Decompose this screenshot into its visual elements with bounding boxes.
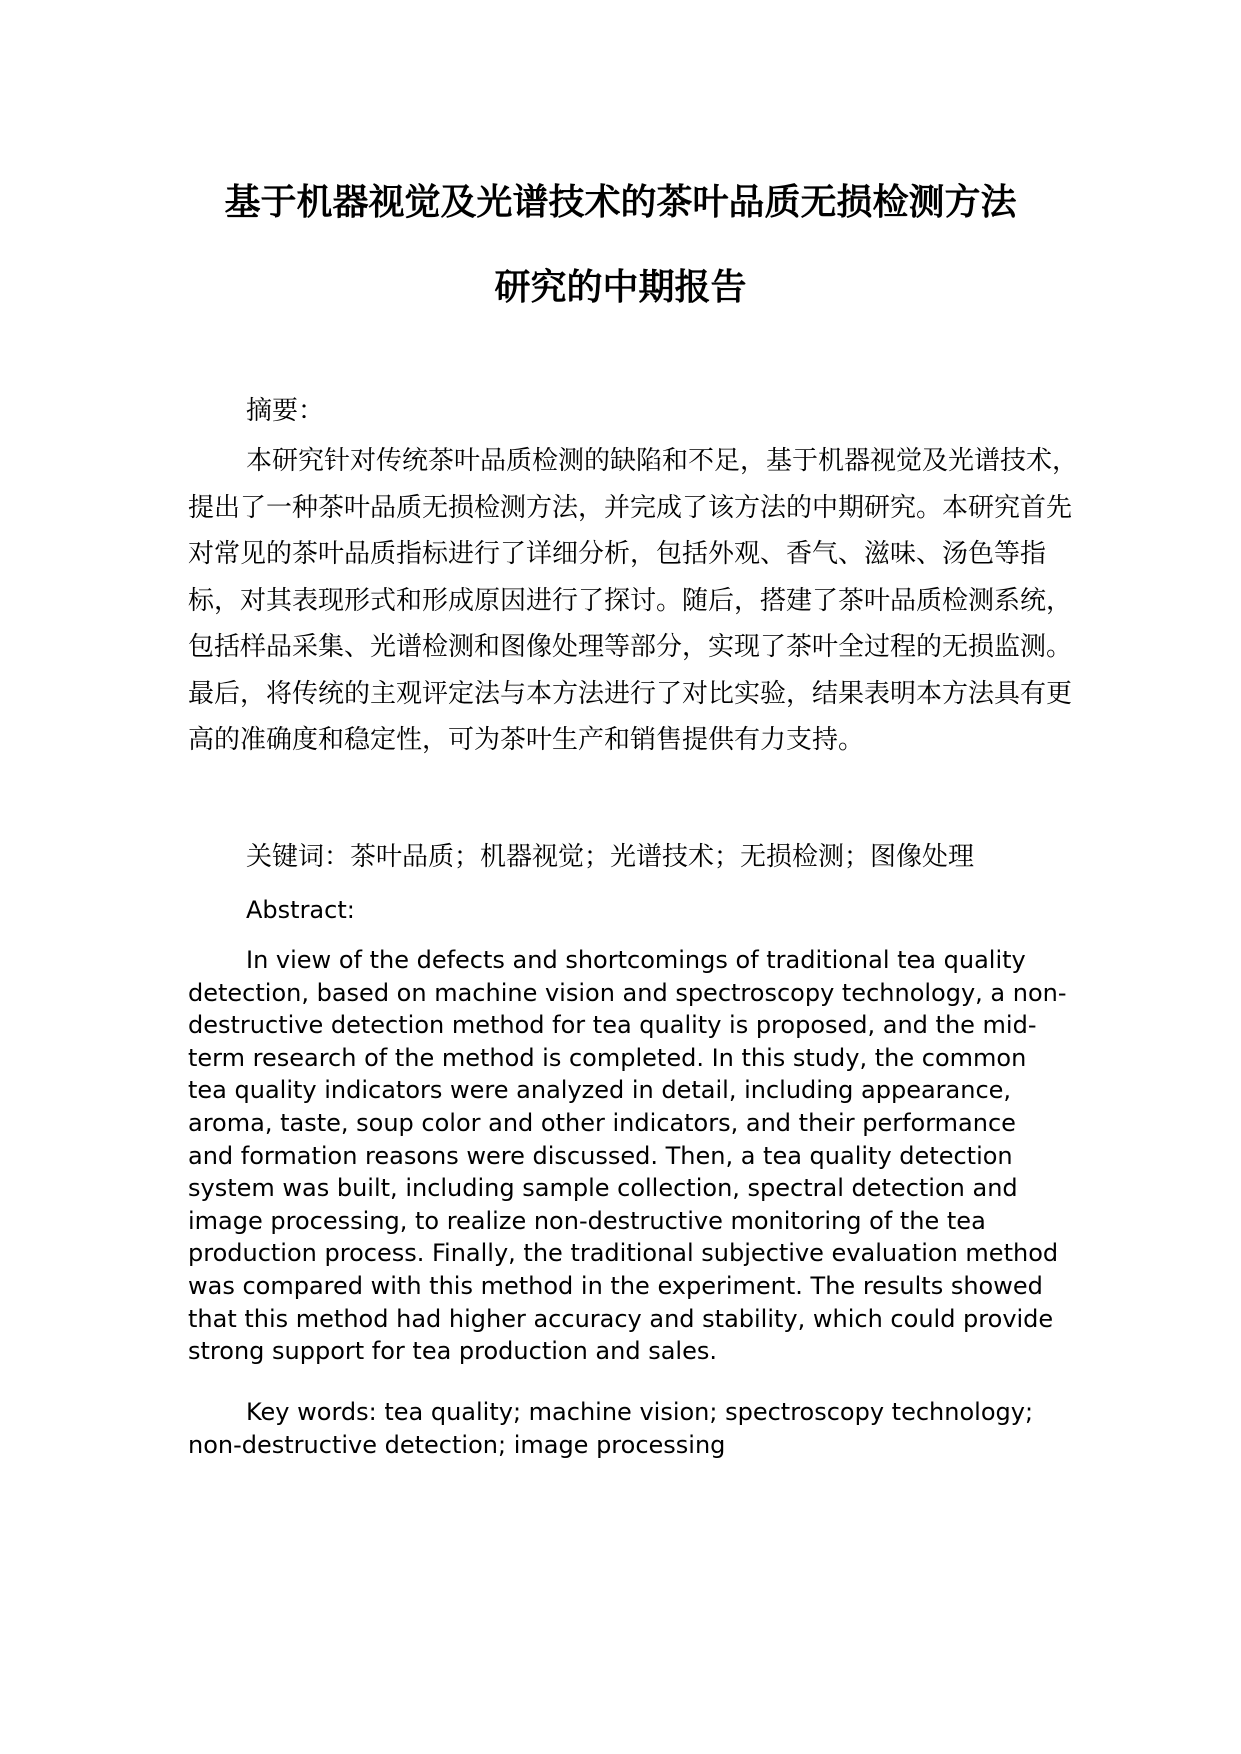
- title-line-2: 研究的中期报告: [494, 267, 747, 308]
- keywords-cn: 关键词：茶叶品质；机器视觉；光谱技术；无损检测；图像处理: [246, 842, 975, 872]
- abstract-en-label: Abstract:: [246, 896, 355, 924]
- abstract-cn-body: 本研究针对传统茶叶品质检测的缺陷和不足，基于机器视觉及光谱技术，提出了一种茶叶品质无损检测方法，并完成了该方法的中期研究。本研究首先对常见的茶叶品质指标进行了详细分析，包括外观、香气、滋味、汤色等指标，对其表现形式和形成原因进行了探讨。随后，搭建了茶叶品质检测系统，包括样品采集、光谱检测和图像处理等部分，实现了茶叶全过程的无损监测。最后，将传统的主观评定法与本方法进行了对比实验，结果表明本方法具有更高的准确度和稳定性，可为茶叶生产和销售提供有力支持。: [188, 446, 1079, 755]
- title-line-1: 基于机器视觉及光谱技术的茶叶品质无损检测方法: [224, 182, 1017, 223]
- keywords-en: Key words: tea quality; machine vision; spectroscopy technology; non-destructive detection; image processing: [188, 1398, 1034, 1459]
- abstract-cn-label: 摘要：: [246, 396, 325, 426]
- abstract-en-body: In view of the defects and shortcomings of traditional tea quality detection, based on machine vision and spectroscopy technology, a non-destructive detection method for tea quality is proposed, and the mid-term research of the method is completed. In this study, the common tea quality indicators were analyzed in detail, including appearance, aroma, taste, soup color and other indicators, and their performance and formation reasons were discussed. Then, a tea quality detection system was built, including sample collection, spectral detection and image processing, to realize non-destructive monitoring of the tea production process. Finally, the traditional subjective evaluation method was compared with this method in the experiment. The results showed that this method had higher accuracy and stability, which could provide strong support for tea production and sales.: [188, 946, 1067, 1366]
